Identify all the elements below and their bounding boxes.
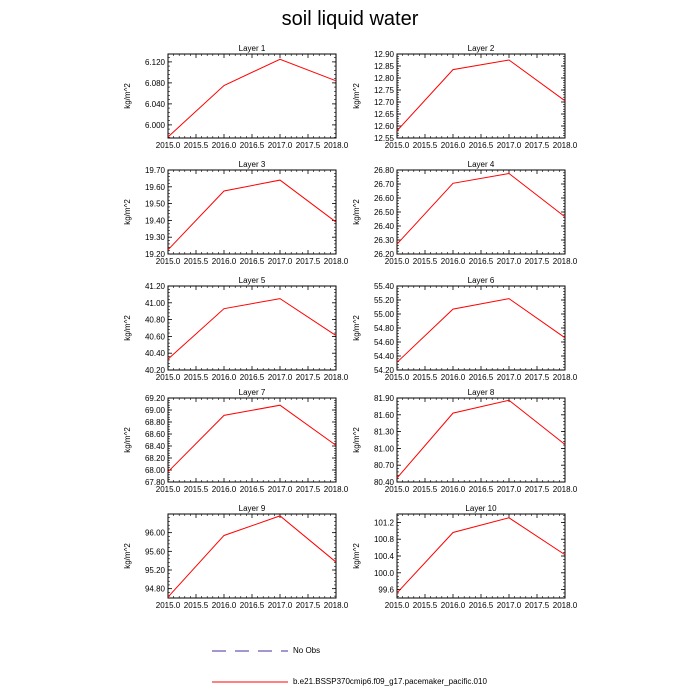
y-tick-label: 19.70 xyxy=(144,166,165,175)
chart-title: Layer 6 xyxy=(467,276,495,285)
x-tick-label: 2016.0 xyxy=(440,601,466,610)
plot-frame xyxy=(168,54,336,138)
chart-title: Layer 9 xyxy=(238,504,266,513)
x-tick-label: 2016.5 xyxy=(468,373,494,382)
x-tick-label: 2015.5 xyxy=(183,601,209,610)
y-axis-label: kg/m^2 xyxy=(352,427,361,453)
x-tick-label: 2017.0 xyxy=(496,141,522,150)
y-tick-label: 68.00 xyxy=(144,466,165,475)
y-tick-label: 40.20 xyxy=(144,366,165,375)
y-tick-label: 19.20 xyxy=(144,250,165,259)
x-tick-label: 2017.0 xyxy=(267,373,293,382)
plot-frame xyxy=(168,514,336,598)
y-tick-label: 40.80 xyxy=(144,315,165,325)
x-tick-label: 2016.0 xyxy=(440,485,466,494)
y-axis-label: kg/m^2 xyxy=(123,543,132,569)
x-tick-label: 2017.5 xyxy=(524,257,550,266)
plot-frame xyxy=(397,170,565,254)
series-line xyxy=(397,174,565,245)
plot-frame xyxy=(168,286,336,370)
x-tick-label: 2017.5 xyxy=(295,601,321,610)
x-tick-label: 2017.0 xyxy=(267,601,293,610)
x-tick-label: 2018.0 xyxy=(552,141,578,150)
x-tick-label: 2016.0 xyxy=(211,141,237,150)
series-line xyxy=(397,299,565,363)
x-tick-label: 2016.5 xyxy=(239,141,265,150)
chart-panel-8 xyxy=(352,388,578,494)
y-tick-label: 55.00 xyxy=(373,310,394,319)
y-tick-label: 40.60 xyxy=(144,332,165,342)
y-tick-label: 95.20 xyxy=(144,566,165,575)
chart-title: Layer 1 xyxy=(238,44,266,53)
series-line xyxy=(168,405,336,472)
x-tick-label: 2015.5 xyxy=(412,373,438,382)
series-line xyxy=(397,60,565,131)
y-tick-label: 68.80 xyxy=(144,418,165,427)
x-tick-label: 2017.5 xyxy=(524,485,550,494)
x-tick-label: 2015.0 xyxy=(384,485,410,494)
chart-panel-4 xyxy=(352,160,578,266)
plot-frame xyxy=(397,514,565,598)
x-tick-label: 2015.0 xyxy=(155,257,181,266)
y-axis-label: kg/m^2 xyxy=(352,83,361,109)
y-tick-label: 55.40 xyxy=(373,282,394,291)
y-tick-label: 41.00 xyxy=(144,298,165,308)
x-tick-label: 2016.0 xyxy=(440,141,466,150)
plot-frame xyxy=(397,286,565,370)
y-tick-label: 26.80 xyxy=(373,166,394,175)
y-tick-label: 95.60 xyxy=(144,547,165,557)
x-tick-label: 2017.5 xyxy=(295,257,321,266)
y-tick-label: 100.8 xyxy=(373,535,394,545)
x-tick-label: 2017.0 xyxy=(496,485,522,494)
y-tick-label: 100.0 xyxy=(373,568,394,578)
y-tick-label: 6.120 xyxy=(144,57,165,67)
chart-title: Layer 10 xyxy=(465,504,497,513)
y-tick-label: 100.4 xyxy=(373,552,394,561)
plot-frame xyxy=(397,398,565,482)
x-tick-label: 2018.0 xyxy=(323,373,349,382)
chart-panel-3 xyxy=(123,160,349,266)
y-tick-label: 6.080 xyxy=(144,78,165,88)
chart-title: Layer 7 xyxy=(238,388,266,397)
x-tick-label: 2017.5 xyxy=(524,373,550,382)
chart-title: Layer 5 xyxy=(238,276,266,285)
x-tick-label: 2015.0 xyxy=(155,141,181,150)
x-tick-label: 2016.5 xyxy=(239,257,265,266)
y-tick-label: 19.40 xyxy=(144,216,165,226)
y-tick-label: 54.40 xyxy=(373,352,394,361)
x-tick-label: 2015.0 xyxy=(155,601,181,610)
y-tick-label: 96.00 xyxy=(144,528,165,538)
chart-title: Layer 8 xyxy=(467,388,495,397)
y-tick-label: 26.20 xyxy=(373,250,394,259)
x-tick-label: 2015.0 xyxy=(155,485,181,494)
chart-panel-10 xyxy=(352,504,578,610)
y-tick-label: 26.70 xyxy=(373,180,394,189)
x-tick-label: 2015.5 xyxy=(412,257,438,266)
x-tick-label: 2016.0 xyxy=(440,257,466,266)
x-tick-label: 2017.5 xyxy=(295,485,321,494)
x-tick-label: 2016.5 xyxy=(468,257,494,266)
x-tick-label: 2017.0 xyxy=(496,257,522,266)
x-tick-label: 2016.5 xyxy=(239,485,265,494)
y-tick-label: 67.80 xyxy=(144,478,165,487)
x-tick-label: 2015.0 xyxy=(155,373,181,382)
y-tick-label: 6.000 xyxy=(144,120,165,130)
y-tick-label: 80.40 xyxy=(373,478,394,487)
x-tick-label: 2017.5 xyxy=(295,373,321,382)
y-tick-label: 81.90 xyxy=(373,394,394,403)
chart-panel-5 xyxy=(123,276,349,382)
x-tick-label: 2017.5 xyxy=(524,601,550,610)
x-tick-label: 2015.5 xyxy=(183,373,209,382)
x-tick-label: 2016.5 xyxy=(239,601,265,610)
series-line xyxy=(397,518,565,593)
x-tick-label: 2017.0 xyxy=(267,485,293,494)
x-tick-label: 2017.0 xyxy=(267,257,293,266)
x-tick-label: 2016.5 xyxy=(468,601,494,610)
y-tick-label: 99.6 xyxy=(378,585,394,595)
chart-panel-6 xyxy=(352,276,578,382)
x-tick-label: 2016.0 xyxy=(211,257,237,266)
y-axis-label: kg/m^2 xyxy=(123,315,132,341)
y-tick-label: 54.80 xyxy=(373,324,394,333)
y-tick-label: 69.20 xyxy=(144,394,165,403)
y-tick-label: 68.40 xyxy=(144,442,165,451)
chart-panel-7 xyxy=(123,388,349,494)
y-tick-label: 101.2 xyxy=(373,518,394,528)
x-tick-label: 2016.5 xyxy=(468,141,494,150)
y-tick-label: 12.85 xyxy=(373,62,394,71)
x-tick-label: 2018.0 xyxy=(552,373,578,382)
x-tick-label: 2015.5 xyxy=(183,485,209,494)
y-tick-label: 81.60 xyxy=(373,410,394,420)
x-tick-label: 2015.0 xyxy=(384,257,410,266)
y-tick-label: 26.30 xyxy=(373,236,394,245)
x-tick-label: 2016.0 xyxy=(440,373,466,382)
x-tick-label: 2015.5 xyxy=(412,141,438,150)
legend-label-model: b.e21.BSSP370cmip6.f09_g17.pacemaker_pacific.010 xyxy=(293,677,487,686)
chart-panel-2 xyxy=(352,44,578,150)
y-tick-label: 19.50 xyxy=(144,199,165,209)
plot-frame xyxy=(168,170,336,254)
x-tick-label: 2015.5 xyxy=(412,601,438,610)
y-tick-label: 68.60 xyxy=(144,430,165,439)
x-tick-label: 2015.0 xyxy=(384,373,410,382)
x-tick-label: 2016.0 xyxy=(211,373,237,382)
y-tick-label: 26.40 xyxy=(373,222,394,231)
y-tick-label: 12.55 xyxy=(373,134,394,143)
x-tick-label: 2018.0 xyxy=(552,485,578,494)
x-tick-label: 2018.0 xyxy=(323,601,349,610)
legend-label-no-obs: No Obs xyxy=(293,646,321,655)
chart-title: Layer 4 xyxy=(467,160,495,169)
y-axis-label: kg/m^2 xyxy=(352,315,361,341)
y-tick-label: 12.65 xyxy=(373,110,394,119)
x-tick-label: 2017.5 xyxy=(524,141,550,150)
x-tick-label: 2016.0 xyxy=(211,485,237,494)
y-tick-label: 94.80 xyxy=(144,584,165,594)
y-tick-label: 12.70 xyxy=(373,98,394,107)
x-tick-label: 2016.5 xyxy=(468,485,494,494)
series-line xyxy=(168,516,336,597)
x-tick-label: 2018.0 xyxy=(323,257,349,266)
y-tick-label: 12.60 xyxy=(373,122,394,131)
x-tick-label: 2015.5 xyxy=(412,485,438,494)
x-tick-label: 2017.0 xyxy=(267,141,293,150)
main-title: soil liquid water xyxy=(281,8,419,30)
x-tick-label: 2017.0 xyxy=(496,373,522,382)
y-axis-label: kg/m^2 xyxy=(123,427,132,453)
series-line xyxy=(168,180,336,250)
y-tick-label: 55.20 xyxy=(373,296,394,305)
y-tick-label: 6.040 xyxy=(144,99,165,109)
x-tick-label: 2017.5 xyxy=(295,141,321,150)
x-tick-label: 2018.0 xyxy=(323,141,349,150)
x-tick-label: 2018.0 xyxy=(323,485,349,494)
y-tick-label: 81.00 xyxy=(373,444,394,454)
y-axis-label: kg/m^2 xyxy=(123,199,132,225)
y-axis-label: kg/m^2 xyxy=(352,543,361,569)
plot-frame xyxy=(397,54,565,138)
y-tick-label: 19.60 xyxy=(144,182,165,192)
y-axis-label: kg/m^2 xyxy=(123,83,132,109)
y-tick-label: 41.20 xyxy=(144,282,165,291)
chart-panel-1 xyxy=(123,44,349,150)
y-tick-label: 12.75 xyxy=(373,86,394,95)
y-axis-label: kg/m^2 xyxy=(352,199,361,225)
x-tick-label: 2015.0 xyxy=(384,601,410,610)
y-tick-label: 81.30 xyxy=(373,427,394,437)
y-tick-label: 80.70 xyxy=(373,461,394,471)
series-line xyxy=(397,400,565,478)
y-tick-label: 26.60 xyxy=(373,194,394,203)
x-tick-label: 2018.0 xyxy=(552,257,578,266)
y-tick-label: 19.30 xyxy=(144,233,165,243)
series-line xyxy=(168,299,336,359)
y-tick-label: 26.50 xyxy=(373,208,394,217)
y-tick-label: 54.60 xyxy=(373,338,394,347)
x-tick-label: 2016.0 xyxy=(211,601,237,610)
x-tick-label: 2016.5 xyxy=(239,373,265,382)
x-tick-label: 2015.0 xyxy=(384,141,410,150)
y-tick-label: 12.80 xyxy=(373,74,394,83)
y-tick-label: 12.90 xyxy=(373,50,394,59)
y-tick-label: 68.20 xyxy=(144,454,165,463)
x-tick-label: 2015.5 xyxy=(183,141,209,150)
series-line xyxy=(168,59,336,137)
x-tick-label: 2017.0 xyxy=(496,601,522,610)
chart-panel-9 xyxy=(123,504,349,610)
chart-title: Layer 3 xyxy=(238,160,266,169)
y-tick-label: 54.20 xyxy=(373,366,394,375)
chart-title: Layer 2 xyxy=(467,44,495,53)
x-tick-label: 2015.5 xyxy=(183,257,209,266)
y-tick-label: 40.40 xyxy=(144,349,165,359)
x-tick-label: 2018.0 xyxy=(552,601,578,610)
y-tick-label: 69.00 xyxy=(144,406,165,415)
